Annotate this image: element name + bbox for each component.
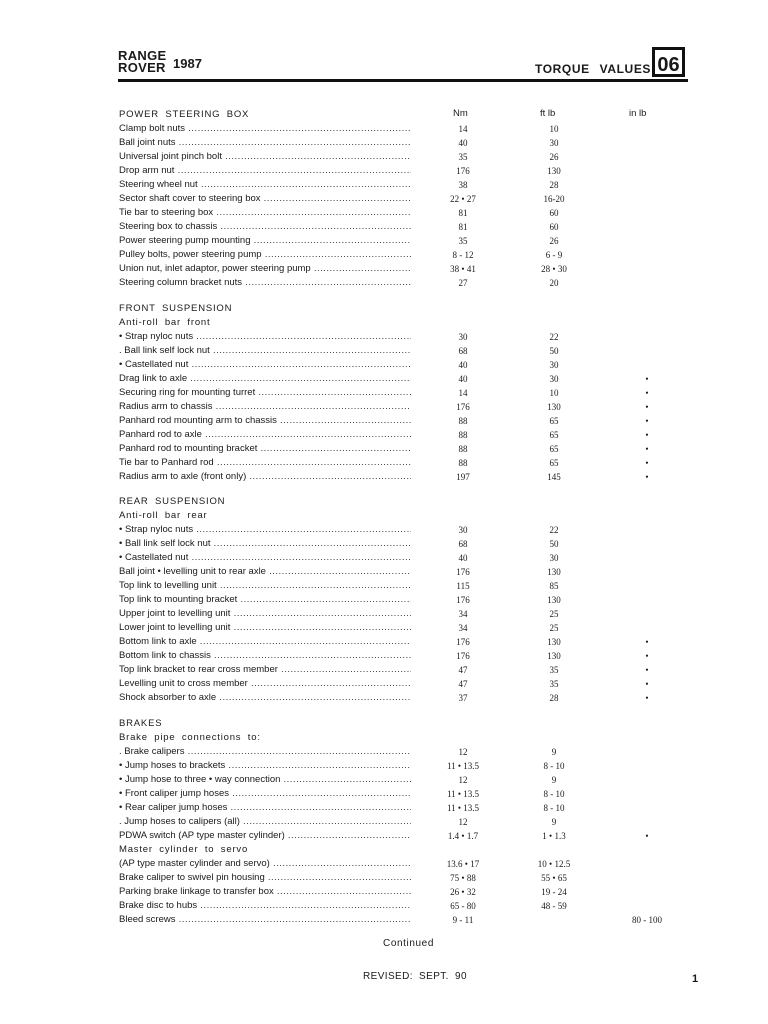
value-ft-lb: 25 [549, 609, 559, 619]
table-row [0, 442, 768, 456]
value-ft-lb: 48 - 59 [541, 901, 567, 911]
value-ft-lb: 9 [551, 747, 557, 757]
value-nm: 35 [458, 152, 468, 162]
header-rule [118, 79, 688, 82]
row-label: • Front caliper jump hoses ..... [119, 787, 411, 801]
value-ft-lb: 9 [551, 817, 557, 827]
value-ft-lb: 130 [547, 166, 561, 176]
row-label: Drop arm nut ..... [119, 164, 411, 178]
table-row [0, 150, 768, 164]
section-heading: REAR SUSPENSION [119, 496, 226, 507]
table-row [0, 330, 768, 344]
value-ft-lb: 35 [549, 665, 559, 675]
row-label: . Brake calipers ..... [119, 745, 411, 759]
value-ft-lb: 60 [549, 208, 559, 218]
brand-line-2: ROVER [118, 60, 166, 75]
row-label: Ball joint • levelling unit to rear axle ..... [119, 565, 411, 579]
row-label: Steering box to chassis ..... [119, 220, 411, 234]
table-row [0, 801, 768, 815]
table-row [0, 358, 768, 372]
revision-date: REVISED: SEPT. 90 [363, 971, 467, 982]
value-nm: 40 [458, 553, 468, 563]
row-label: Steering wheel nut ..... [119, 178, 411, 192]
row-label: Bottom link to axle ..... [119, 635, 411, 649]
row-label: . Ball link self lock nut ..... [119, 344, 411, 358]
value-nm: 34 [458, 609, 468, 619]
table-row [0, 470, 768, 484]
section-heading: Master cylinder to servo [119, 844, 249, 855]
value-nm: 68 [458, 346, 468, 356]
value-ft-lb: 65 [549, 430, 559, 440]
row-label: Radius arm to chassis ..... [119, 400, 411, 414]
table-row [0, 414, 768, 428]
table-row [0, 565, 768, 579]
row-label: Tie bar to steering box ..... [119, 206, 411, 220]
value-nm: 75 • 88 [450, 873, 476, 883]
column-header-nm: Nm [453, 108, 468, 119]
table-row [0, 122, 768, 136]
value-ft-lb: 55 • 65 [541, 873, 567, 883]
table-row [0, 691, 768, 705]
value-ft-lb: 30 [549, 374, 559, 384]
value-ft-lb: 10 • 12.5 [537, 859, 571, 869]
row-label: Brake caliper to swivel pin housing ..... [119, 871, 411, 885]
value-nm: 27 [458, 278, 468, 288]
table-row [0, 302, 768, 316]
value-nm: 81 [458, 208, 468, 218]
value-nm: 88 [458, 416, 468, 426]
value-nm: 88 [458, 444, 468, 454]
value-nm: 176 [456, 637, 470, 647]
value-nm: 8 - 12 [452, 250, 474, 260]
value-ft-lb: 60 [549, 222, 559, 232]
value-nm: 9 - 11 [452, 915, 474, 925]
row-label: Levelling unit to cross member ..... [119, 677, 411, 691]
table-row [0, 495, 768, 509]
value-nm: 30 [458, 332, 468, 342]
value-ft-lb: 26 [549, 152, 559, 162]
value-ft-lb: 19 - 24 [541, 887, 567, 897]
model-year: 1987 [173, 56, 202, 71]
table-row [0, 913, 768, 927]
row-label: Radius arm to axle (front only) ..... [119, 470, 411, 484]
table-row [0, 677, 768, 691]
value-in-lb: • [645, 416, 649, 426]
value-nm: 22 • 27 [450, 194, 476, 204]
value-ft-lb: 30 [549, 553, 559, 563]
value-nm: 47 [458, 679, 468, 689]
row-label: Top link to levelling unit ..... [119, 579, 411, 593]
table-row [0, 523, 768, 537]
value-ft-lb: 28 [549, 180, 559, 190]
table-row [0, 899, 768, 913]
value-nm: 81 [458, 222, 468, 232]
row-label: Universal joint pinch bolt ..... [119, 150, 411, 164]
table-row [0, 885, 768, 899]
brand-logo [118, 50, 166, 74]
value-ft-lb: 22 [549, 525, 559, 535]
value-ft-lb: 1 • 1.3 [542, 831, 566, 841]
table-row [0, 717, 768, 731]
value-ft-lb: 130 [547, 595, 561, 605]
value-ft-lb: 8 - 10 [543, 789, 565, 799]
value-nm: 11 • 13.5 [446, 789, 480, 799]
value-nm: 35 [458, 236, 468, 246]
value-nm: 11 • 13.5 [446, 761, 480, 771]
row-label: PDWA switch (AP type master cylinder) ..... [119, 829, 411, 843]
value-ft-lb: 22 [549, 332, 559, 342]
table-row [0, 206, 768, 220]
row-label: • Jump hose to three • way connection ..... [119, 773, 411, 787]
value-in-lb: 80 - 100 [632, 915, 662, 925]
table-row [0, 871, 768, 885]
section-heading: POWER STEERING BOX [119, 109, 250, 120]
value-nm: 13.6 • 17 [446, 859, 480, 869]
row-label: • Castellated nut ..... [119, 358, 411, 372]
value-nm: 68 [458, 539, 468, 549]
section-heading: FRONT SUSPENSION [119, 303, 233, 314]
row-label: Panhard rod to axle ..... [119, 428, 411, 442]
table-row [0, 456, 768, 470]
row-label: Securing ring for mounting turret ..... [119, 386, 411, 400]
table-row [0, 635, 768, 649]
value-ft-lb: 50 [549, 539, 559, 549]
value-nm: 176 [456, 567, 470, 577]
table-row [0, 759, 768, 773]
value-ft-lb: 65 [549, 416, 559, 426]
table-row [0, 745, 768, 759]
row-label: Top link to mounting bracket ..... [119, 593, 411, 607]
value-ft-lb: 130 [547, 402, 561, 412]
value-in-lb: • [645, 458, 649, 468]
value-nm: 47 [458, 665, 468, 675]
table-row [0, 192, 768, 206]
value-nm: 197 [456, 472, 470, 482]
table-row [0, 607, 768, 621]
table-row [0, 428, 768, 442]
section-heading: Brake pipe connections to: [119, 732, 261, 743]
value-nm: 11 • 13.5 [446, 803, 480, 813]
row-label: Ball joint nuts ..... [119, 136, 411, 150]
value-ft-lb: 130 [547, 637, 561, 647]
row-label: • Jump hoses to brackets ..... [119, 759, 411, 773]
value-in-lb: • [645, 388, 649, 398]
brand-line-1: RANGE [118, 48, 167, 63]
continued-note: Continued [383, 938, 434, 949]
value-nm: 115 [456, 581, 470, 591]
value-ft-lb: 25 [549, 623, 559, 633]
row-label: Bleed screws ..... [119, 913, 411, 927]
column-header-ft-lb: ft lb [540, 108, 556, 119]
table-row [0, 579, 768, 593]
row-label: Power steering pump mounting ..... [119, 234, 411, 248]
row-label: . Jump hoses to calipers (all) ..... [119, 815, 411, 829]
value-nm: 26 • 32 [450, 887, 476, 897]
value-in-lb: • [645, 679, 649, 689]
row-label: Bottom link to chassis ..... [119, 649, 411, 663]
table-row [0, 234, 768, 248]
table-row [0, 220, 768, 234]
value-in-lb: • [645, 693, 649, 703]
value-nm: 38 • 41 [450, 264, 476, 274]
value-in-lb: • [645, 651, 649, 661]
table-row [0, 164, 768, 178]
table-row [0, 731, 768, 745]
table-row [0, 773, 768, 787]
row-label: Brake disc to hubs ..... [119, 899, 411, 913]
table-row [0, 663, 768, 677]
table-row [0, 316, 768, 330]
row-label: Pulley bolts, power steering pump ..... [119, 248, 411, 262]
value-ft-lb: 65 [549, 458, 559, 468]
table-row [0, 815, 768, 829]
value-nm: 176 [456, 595, 470, 605]
table-row [0, 857, 768, 871]
value-in-lb: • [645, 831, 649, 841]
value-ft-lb: 145 [547, 472, 561, 482]
value-ft-lb: 30 [549, 138, 559, 148]
row-label: • Castellated nut ..... [119, 551, 411, 565]
row-label: Shock absorber to axle ..... [119, 691, 411, 705]
value-in-lb: • [645, 444, 649, 454]
value-ft-lb: 6 - 9 [545, 250, 563, 260]
row-label: Lower joint to levelling unit ..... [119, 621, 411, 635]
value-ft-lb: 26 [549, 236, 559, 246]
value-ft-lb: 50 [549, 346, 559, 356]
value-nm: 14 [458, 388, 468, 398]
row-label: Steering column bracket nuts ..... [119, 276, 411, 290]
value-nm: 14 [458, 124, 468, 134]
row-label: Sector shaft cover to steering box ..... [119, 192, 411, 206]
value-nm: 176 [456, 402, 470, 412]
row-label: Union nut, inlet adaptor, power steering pump ..... [119, 262, 411, 276]
value-ft-lb: 85 [549, 581, 559, 591]
row-label: Top link bracket to rear cross member ..... [119, 663, 411, 677]
value-nm: 40 [458, 138, 468, 148]
row-label: Parking brake linkage to transfer box ..... [119, 885, 411, 899]
value-in-lb: • [645, 665, 649, 675]
row-label: • Rear caliper jump hoses ..... [119, 801, 411, 815]
row-label: Drag link to axle ..... [119, 372, 411, 386]
value-ft-lb: 9 [551, 775, 557, 785]
value-nm: 34 [458, 623, 468, 633]
row-label: Tie bar to Panhard rod ..... [119, 456, 411, 470]
value-ft-lb: 28 • 30 [541, 264, 567, 274]
value-nm: 88 [458, 430, 468, 440]
value-nm: 176 [456, 651, 470, 661]
value-nm: 176 [456, 166, 470, 176]
value-nm: 12 [458, 817, 468, 827]
table-row [0, 593, 768, 607]
value-nm: 38 [458, 180, 468, 190]
value-in-lb: • [645, 637, 649, 647]
table-row [0, 386, 768, 400]
table-row [0, 136, 768, 150]
section-heading: Anti-roll bar front [119, 317, 211, 328]
value-in-lb: • [645, 472, 649, 482]
table-row [0, 276, 768, 290]
table-row [0, 344, 768, 358]
value-nm: 88 [458, 458, 468, 468]
table-row [0, 248, 768, 262]
value-ft-lb: 30 [549, 360, 559, 370]
value-nm: 40 [458, 360, 468, 370]
value-ft-lb: 10 [549, 124, 559, 134]
value-nm: 37 [458, 693, 468, 703]
value-nm: 40 [458, 374, 468, 384]
table-row [0, 551, 768, 565]
page-number: 1 [692, 973, 699, 985]
row-label: • Strap nyloc nuts ..... [119, 330, 411, 344]
value-ft-lb: 8 - 10 [543, 803, 565, 813]
row-label: • Strap nyloc nuts ..... [119, 523, 411, 537]
table-row [0, 108, 768, 122]
row-label: Upper joint to levelling unit ..... [119, 607, 411, 621]
value-in-lb: • [645, 430, 649, 440]
value-ft-lb: 16-20 [543, 194, 565, 204]
value-ft-lb: 65 [549, 444, 559, 454]
table-row [0, 787, 768, 801]
row-label: Panhard rod mounting arm to chassis ..... [119, 414, 411, 428]
value-ft-lb: 20 [549, 278, 559, 288]
table-row [0, 372, 768, 386]
table-row [0, 621, 768, 635]
value-ft-lb: 28 [549, 693, 559, 703]
value-ft-lb: 10 [549, 388, 559, 398]
section-heading: Anti-roll bar rear [119, 510, 208, 521]
value-nm: 30 [458, 525, 468, 535]
row-label: Clamp bolt nuts ..... [119, 122, 411, 136]
row-label: Panhard rod to mounting bracket ..... [119, 442, 411, 456]
value-ft-lb: 130 [547, 567, 561, 577]
section-number-badge: 06 [652, 47, 685, 77]
value-ft-lb: 35 [549, 679, 559, 689]
value-in-lb: • [645, 374, 649, 384]
column-header-in-lb: in lb [629, 108, 647, 119]
table-row [0, 262, 768, 276]
table-row [0, 400, 768, 414]
value-nm: 12 [458, 747, 468, 757]
table-row [0, 843, 768, 857]
row-label: • Ball link self lock nut ..... [119, 537, 411, 551]
table-row [0, 509, 768, 523]
value-ft-lb: 8 - 10 [543, 761, 565, 771]
section-title: TORQUE VALUES [535, 62, 652, 76]
value-ft-lb: 130 [547, 651, 561, 661]
table-row [0, 537, 768, 551]
row-label: (AP type master cylinder and servo) ..... [119, 857, 411, 871]
table-row [0, 178, 768, 192]
section-heading: BRAKES [119, 718, 163, 729]
value-nm: 65 - 80 [450, 901, 476, 911]
table-row [0, 649, 768, 663]
value-nm: 1.4 • 1.7 [447, 831, 479, 841]
value-in-lb: • [645, 402, 649, 412]
value-nm: 12 [458, 775, 468, 785]
table-row [0, 829, 768, 843]
